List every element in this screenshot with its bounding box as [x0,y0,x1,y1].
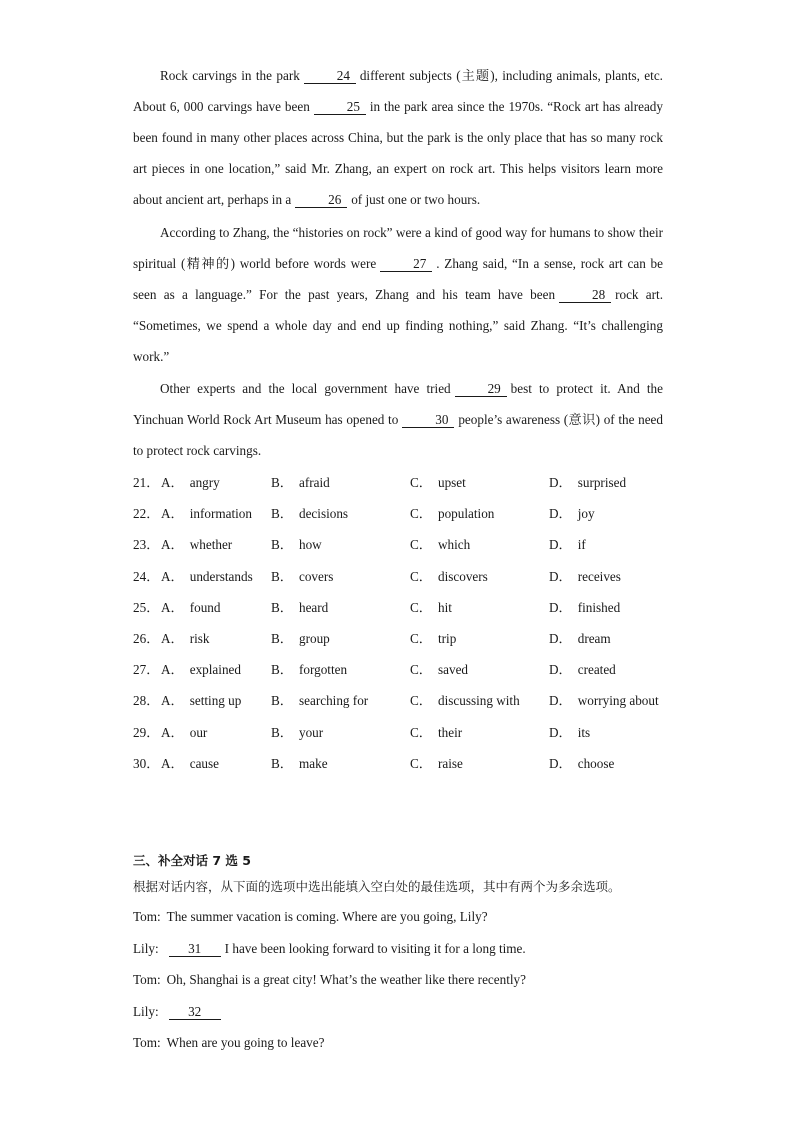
option-b [271,628,410,647]
option-b [271,690,410,709]
passage-paragraph-1 [133,60,663,215]
option-text: choose [577,755,615,771]
option-text: searching for [298,693,369,709]
question-number: 24． [133,568,160,584]
blank-30: 30 [402,412,454,428]
passage-paragraph-3 [133,373,663,466]
option-text: setting up [189,693,242,709]
text: Rock carvings in the park [160,68,300,83]
option-d [549,503,669,522]
option-d [549,659,669,678]
option-letter: A． [161,755,184,771]
option-text: risk [189,631,210,647]
option-text: whether [189,537,233,553]
option-row [133,716,673,747]
option-text: dream [577,631,611,647]
option-text: angry [189,475,220,491]
option-row [133,497,673,528]
dialogue-line-3 [133,972,526,988]
option-letter: D． [549,506,572,522]
question-number: 27． [133,662,160,678]
option-row [133,622,673,653]
option-text: which [437,537,471,553]
option-c [410,753,549,772]
speaker: Lily: [133,1004,159,1019]
speaker: Lily: [133,941,159,956]
option-letter: A． [161,662,184,678]
question-number: 26． [133,631,160,647]
option-a [161,472,271,491]
option-c [410,628,549,647]
option-text: explained [189,662,241,678]
speaker: Tom: [133,909,161,924]
option-letter: C． [410,506,432,522]
option-a [161,722,271,741]
options-list [133,466,673,778]
option-text: information [189,506,252,522]
question-number: 28． [133,693,160,709]
option-letter: A． [161,537,184,553]
option-text: their [437,724,463,740]
option-row [133,653,673,684]
option-letter: B． [271,755,293,771]
blank-27: 27 [380,256,432,272]
blank-25: 25 [314,99,366,115]
option-letter: C． [410,475,432,491]
option-letter: D． [549,537,572,553]
option-b [271,503,410,522]
option-c [410,597,549,616]
option-letter: B． [271,506,293,522]
line-text: The summer vacation is coming. Where are you going, Lily? [166,909,488,924]
question-number: 23． [133,537,160,553]
option-letter: C． [410,631,432,647]
text: different subjects (主题), including animals, plants, etc. About 6, 000 carvings have been [133,68,663,115]
option-a [161,659,271,678]
option-c [410,503,549,522]
option-letter: D． [549,599,572,615]
option-text: discussing with [437,693,520,709]
option-text: your [298,724,324,740]
option-d [549,534,669,553]
option-row [133,591,673,622]
option-b [271,597,410,616]
speaker: Tom: [133,972,161,987]
option-letter: B． [271,724,293,740]
option-b [271,472,410,491]
option-letter: C． [410,693,432,709]
option-text: hit [437,599,452,615]
text: in the park area since the 1970s. “Rock art has already been found in many other places across China, but the park is the only place that has so many rock art pieces in one location,” said Mr. Zhang, an expert on rock art. This helps visitors learn more about ancient art, perhaps in a [133,99,663,208]
option-a [161,628,271,647]
option-letter: B． [271,537,293,553]
passage-paragraph-2 [133,217,663,372]
dialogue-line-2 [133,941,526,957]
blank-28: 28 [559,287,611,303]
option-b [271,659,410,678]
option-text: raise [437,755,463,771]
option-a [161,534,271,553]
blank-24: 24 [304,68,356,84]
option-b [271,534,410,553]
option-letter: C． [410,537,432,553]
option-letter: C． [410,568,432,584]
option-letter: D． [549,755,572,771]
option-text: its [577,724,591,740]
option-row [133,528,673,559]
option-text: how [298,537,322,553]
option-letter: D． [549,568,572,584]
option-letter: A． [161,599,184,615]
option-letter: C． [410,662,432,678]
question-number: 29． [133,724,160,740]
option-letter: D． [549,475,572,491]
option-text: heard [298,599,329,615]
line-text: I have been looking forward to visiting it for a long time. [224,941,526,956]
option-letter: A． [161,568,184,584]
option-a [161,753,271,772]
option-row [133,747,673,778]
option-text: afraid [298,475,330,491]
dialogue-line-5 [133,1035,324,1051]
option-letter: D． [549,631,572,647]
option-b [271,566,410,585]
option-b [271,722,410,741]
blank-26: 26 [295,192,347,208]
option-d [549,472,669,491]
text: . Zhang said, “In a sense, rock art can be seen as a language.” For the past years, Zhang and his team have been [133,256,663,303]
option-text: covers [298,568,334,584]
option-text: group [298,631,330,647]
blank-31: 31 [169,941,221,957]
option-letter: D． [549,724,572,740]
option-text: understands [189,568,253,584]
line-text: Oh, Shanghai is a great city! What’s the weather like there recently? [166,972,526,987]
option-letter: C． [410,599,432,615]
option-letter: B． [271,568,293,584]
option-c [410,472,549,491]
option-letter: B． [271,599,293,615]
option-c [410,690,549,709]
option-letter: A． [161,693,184,709]
option-a [161,690,271,709]
option-text: surprised [577,475,627,491]
option-text: our [189,724,208,740]
option-b [271,753,410,772]
dialogue-line-4 [133,1004,225,1020]
option-row [133,560,673,591]
option-text: found [189,599,221,615]
option-c [410,659,549,678]
question-number: 25． [133,599,160,615]
option-text: upset [437,475,466,491]
text: According to Zhang, the “histories on rock” were a kind of good way for humans to show their spiritual (精神的) world before words were [133,225,663,272]
option-d [549,690,669,709]
option-text: decisions [298,506,349,522]
dialogue-line-1 [133,909,488,925]
text: of just one or two hours. [351,192,481,208]
option-text: worrying about [577,693,659,709]
option-text: if [577,537,586,553]
option-text: created [577,662,616,678]
option-text: cause [189,755,220,771]
blank-29: 29 [455,381,507,397]
option-text: population [437,506,495,522]
blank-32: 32 [169,1004,221,1020]
text: people’s awareness (意识) of the need to protect rock carvings. [133,412,664,459]
option-text: receives [577,568,621,584]
option-text: forgotten [298,662,348,678]
option-d [549,597,669,616]
option-text: finished [577,599,621,615]
text: Other experts and the local government have tried [160,381,451,396]
option-letter: B． [271,662,293,678]
option-letter: A． [161,724,184,740]
option-letter: D． [549,662,572,678]
option-row [133,684,673,715]
option-letter: A． [161,631,184,647]
option-letter: B． [271,631,293,647]
option-letter: C． [410,724,432,740]
option-d [549,753,669,772]
option-text: saved [437,662,469,678]
text: best to protect it. And the Yinchuan World Rock Art Museum has opened to [133,381,663,428]
section-instruction: 根据对话内容，从下面的选项中选出能填入空白处的最佳选项，其中有两个为多余选项。 [133,879,621,894]
option-letter: C． [410,755,432,771]
option-letter: B． [271,693,293,709]
speaker: Tom: [133,1035,161,1050]
question-number: 30． [133,755,160,771]
option-text: discovers [437,568,488,584]
question-number: 22． [133,506,160,522]
option-letter: D． [549,693,572,709]
line-text: When are you going to leave? [166,1035,325,1050]
question-number: 21． [133,475,160,491]
option-a [161,597,271,616]
option-a [161,503,271,522]
option-d [549,566,669,585]
option-letter: A． [161,475,184,491]
option-c [410,722,549,741]
section-title: 三、补全对话 7 选 5 [133,853,251,868]
option-c [410,534,549,553]
option-d [549,722,669,741]
option-c [410,566,549,585]
option-letter: A． [161,506,184,522]
option-text: make [298,755,328,771]
option-text: joy [577,506,595,522]
option-text: trip [437,631,457,647]
text: rock art. “Sometimes, we spend a whole day and end up finding nothing,” said Zhang. “It’s challenging work.” [133,287,664,365]
option-letter: B． [271,475,293,491]
option-d [549,628,669,647]
option-row [133,466,673,497]
option-a [161,566,271,585]
